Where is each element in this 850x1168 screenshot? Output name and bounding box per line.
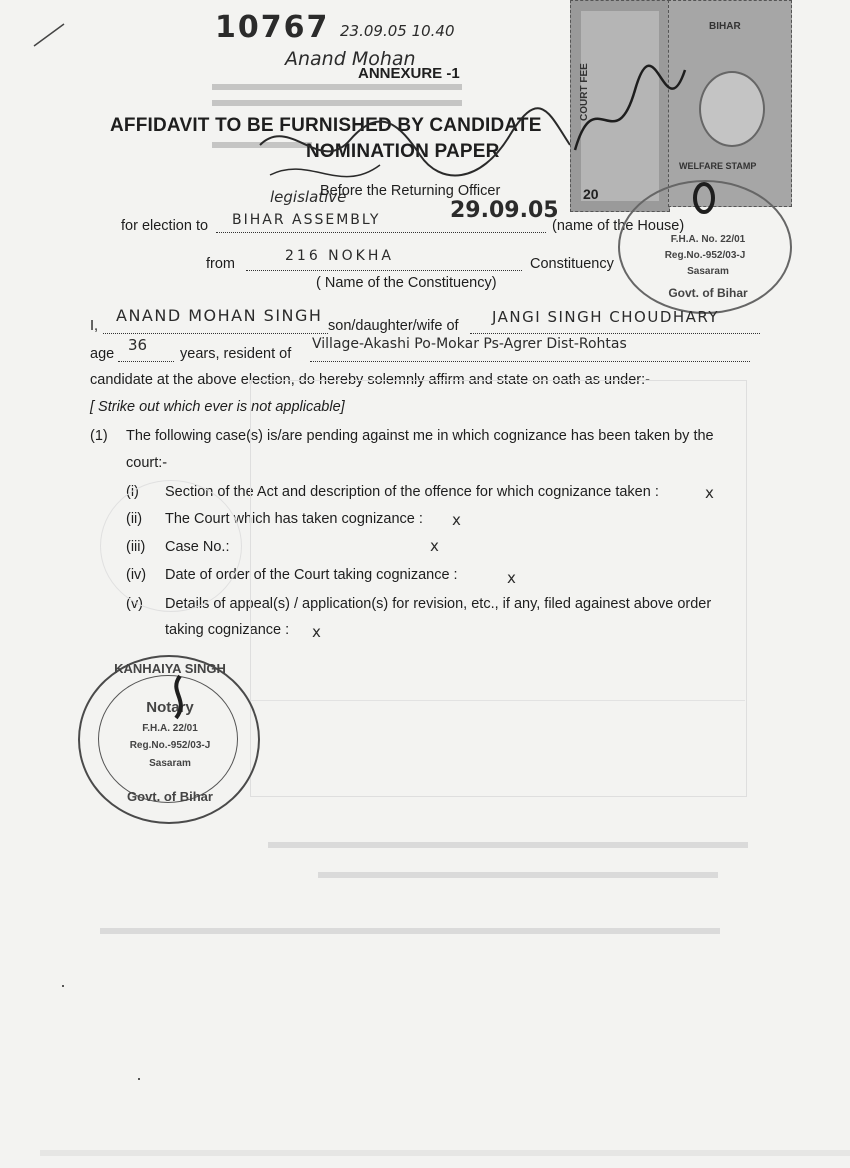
name-dotted-line (103, 333, 328, 334)
item-i-mark: x (705, 484, 714, 502)
stamp-denomination: 20 (583, 186, 599, 202)
strike-note: [ Strike out which ever is not applicable] (90, 399, 345, 415)
show-through-line (250, 700, 745, 701)
item-i-number: (i) (126, 484, 139, 500)
scan-bottom-edge (40, 1150, 850, 1156)
item-iv-mark: x (507, 569, 516, 587)
parent-name: JANGI SINGH CHOUDHARY (492, 308, 720, 326)
item-iii-number: (iii) (126, 539, 146, 555)
notary-stamp-right (618, 180, 792, 314)
item-v-label2: taking cognizance : (165, 622, 290, 638)
item-ii-number: (ii) (126, 511, 143, 527)
declarant-name: ANAND MOHAN SINGH (116, 306, 323, 325)
item-v-label: Details of appeal(s) / application(s) for revision, etc., if any, filed againest above order (165, 596, 712, 612)
show-through-stamp (100, 480, 242, 612)
notary-initial-scrawl (160, 672, 200, 722)
court-fee-text: COURT FEE (579, 63, 590, 121)
faded-hindi-line (212, 84, 462, 90)
stamp-left-bottom: Govt. of Bihar (127, 789, 213, 804)
scan-mark (30, 20, 70, 50)
election-prefix: for election to (121, 218, 209, 234)
handwritten-datetime: 23.09.05 10.40 (340, 22, 455, 40)
address-value: Village-Akashi Po-Mokar Ps-Agrer Dist-Rohtas (312, 336, 627, 352)
item-iv-label: Date of order of the Court taking cognizance : (165, 567, 458, 583)
election-value: BIHAR ASSEMBLY (232, 212, 381, 228)
returning-officer-label: Before the Returning Officer (320, 183, 501, 199)
show-through-frame (250, 380, 747, 797)
section1-text-line2: court:- (126, 455, 168, 471)
handwritten-signature: Anand Mohan (285, 48, 416, 70)
show-through-text (318, 872, 718, 878)
stamp-right-line1: F.H.A. No. 22/01 (670, 234, 746, 245)
oath-statement: candidate at the above election, do hereby solemnly affirm and state on oath as under:- (90, 372, 650, 388)
handwritten-date: 29.09.05 (450, 198, 559, 223)
item-iv-number: (iv) (126, 567, 147, 583)
welfare-text: WELFARE STAMP (679, 161, 757, 171)
show-through-text (100, 928, 720, 934)
house-label: (name of the House) (552, 218, 685, 234)
age-dotted-line (118, 361, 174, 362)
constituency-prefix: from (206, 256, 235, 272)
affidavit-subtitle: NOMINATION PAPER (306, 141, 500, 162)
section1-number: (1) (90, 428, 108, 444)
item-i-label: Section of the Act and description of the offence for which cognizance taken : (165, 484, 659, 500)
item-v-mark: x (312, 623, 321, 641)
constituency-label: Constituency (530, 256, 614, 272)
stamp-left-role: Notary (146, 699, 194, 716)
item-iii-mark: x (430, 537, 439, 555)
age-label: age (90, 346, 115, 362)
section1-text-line1: The following case(s) is/are pending against me in which cognizance has been taken by the (126, 428, 714, 444)
constituency-dotted-line (246, 270, 522, 271)
affidavit-title: AFFIDAVIT TO BE FURNISHED BY CANDIDATE (110, 115, 542, 136)
parent-dotted-line (470, 333, 760, 334)
item-iii-label: Case No.: (165, 539, 230, 555)
scan-speck (62, 985, 64, 987)
scan-speck (138, 1078, 140, 1080)
stamp-left-top: KANHAIYA SINGH (114, 661, 226, 676)
stamp-left-line3: Sasaram (149, 758, 191, 769)
stamp-cancellation-scrawl (565, 60, 695, 170)
item-ii-mark: x (452, 511, 461, 529)
constituency-caption: ( Name of the Constituency) (316, 275, 497, 291)
stamp-left-line2: Reg.No.-952/03-J (129, 740, 211, 751)
age-value: 36 (128, 336, 148, 354)
stamp-right-line3: Sasaram (687, 266, 729, 277)
constituency-value: 216 NOKHA (285, 248, 394, 264)
handwritten-legislative: legislative (270, 188, 347, 206)
item-ii-label: The Court which has taken cognizance : (165, 511, 423, 527)
election-dotted-line (216, 232, 546, 233)
stamp-right-bottom: Govt. of Bihar (668, 286, 748, 300)
declarant-prefix: I, (90, 318, 99, 334)
show-through-text (268, 842, 748, 848)
stamp-right-line2: Reg.No.-952/03-J (664, 250, 746, 261)
resident-label: years, resident of (180, 346, 292, 362)
relation-label: son/daughter/wife of (328, 318, 459, 334)
handwritten-number: 10767 (215, 10, 330, 45)
item-v-number: (v) (126, 596, 143, 612)
stamp-left-line1: F.H.A. 22/01 (142, 723, 198, 734)
stamp-state: BIHAR (709, 21, 741, 32)
address-dotted-line (310, 361, 750, 362)
annexure-label: ANNEXURE -1 (358, 65, 460, 82)
